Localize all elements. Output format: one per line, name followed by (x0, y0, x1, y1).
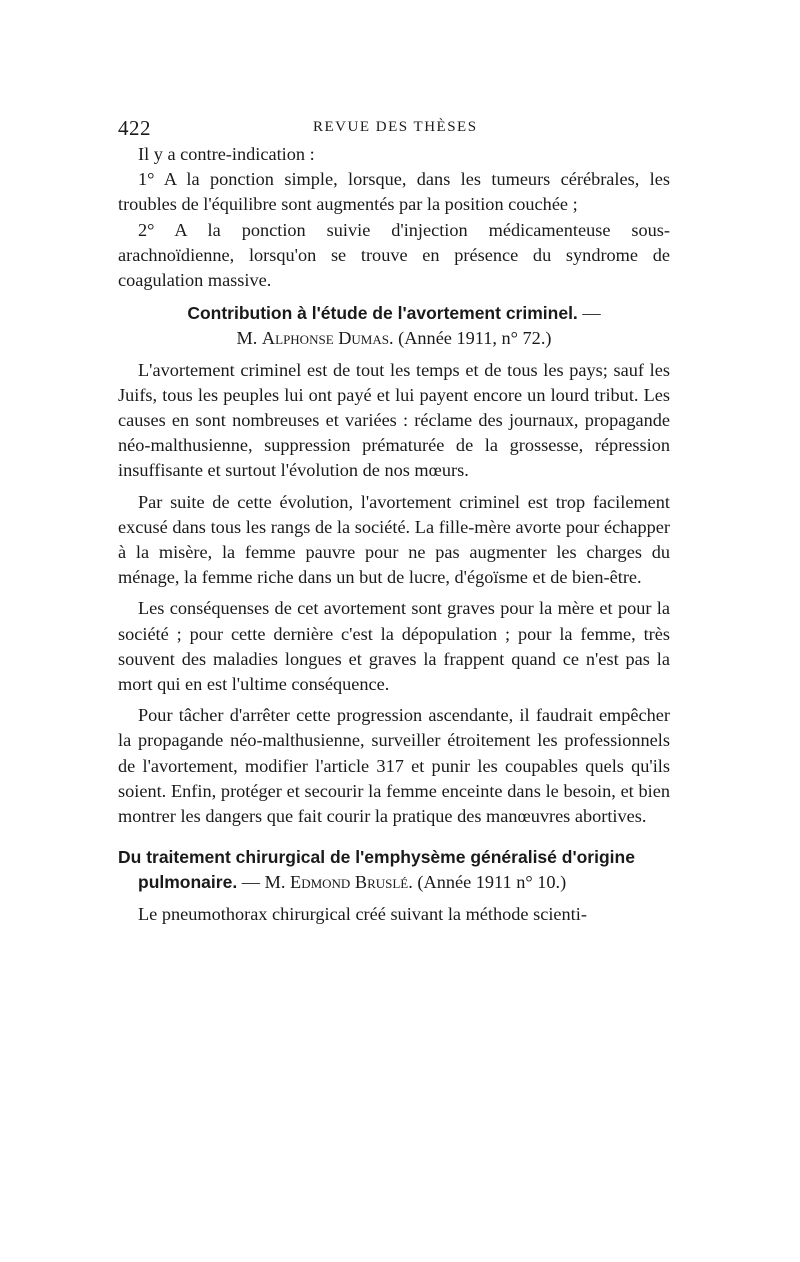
author-name: Edmond Bruslé. (290, 872, 413, 893)
author-name: Alphonse Dumas. (261, 328, 394, 349)
page-number: 422 (118, 116, 151, 140)
section-heading-emphyseme (118, 845, 670, 895)
thesis-meta: (Année 1911, n° 72.) (398, 328, 552, 349)
body-paragraph: L'avortement criminel est de tout les temps et de tous les pays; sauf les Juifs, tous les peuples lui ont payé et lui payent encore un lourd tribut. Les causes en sont nombreuses et variées : réclame des journaux, propagande néo-malthusienne, suppression prématurée de la grossesse, répression insuffisante et surtout l'évolution de nos mœurs. (118, 359, 670, 481)
body-paragraph-start: Le pneumothorax chirurgical créé suivant la méthode scienti- (138, 903, 587, 924)
thesis-meta: (Année 1911 n° 10.) (417, 872, 567, 893)
body-paragraph: Par suite de cette évolution, l'avortement criminel est trop facilement excusé dans tous les rangs de la société. La fille-mère avorte pour échapper à la misère, la femme pauvre pour ne pas augmenter les charges du ménage, la femme riche dans un but de lucre, d'égoïsme et de bien-être. (118, 491, 670, 588)
body-paragraph: Les conséquenses de cet avortement sont graves pour la mère et pour la société ; pour cette dernière c'est la dépopulation ; pour la femme, très souvent des maladies longues et graves la frappent quand ce n'est pas la mort qui en est l'ultime conséquence. (118, 598, 670, 695)
contraindication-lead: Il y a contre-indication : (138, 144, 315, 164)
contraindication-item-1: 1° A la ponction simple, lorsque, dans les tumeurs cérébrales, les troubles de l'équilibre sont augmentés par la position couchée ; (118, 169, 670, 215)
running-head (118, 112, 670, 142)
title-dash: — (582, 303, 601, 324)
section-heading-avortement (118, 301, 670, 351)
section-title-line-2: pulmonaire. (138, 872, 238, 893)
contraindication-item-2: 2° A la ponction suivie d'injection médicamenteuse sous-arachnoïdienne, lorsqu'on se trouve en présence du syndrome de coagulation massive. (118, 219, 670, 291)
section-title: Contribution à l'étude de l'avortement criminel. (187, 303, 578, 324)
author-prefix: M. (236, 328, 258, 349)
title-dash: — (241, 872, 261, 893)
body-paragraph: Pour tâcher d'arrêter cette progression ascendante, il faudrait empêcher la propagande néo-malthusienne, surveiller étroitement les professionnels de l'avortement, modifier l'article 317 et punir les coupables quels qu'ils soient. Enfin, protéger et secourir la femme enceinte dans le besoin, et bien montrer les dangers que fait courir la pratique des manœuvres abortives. (118, 705, 670, 827)
section-title-line-1: Du traitement chirurgical de l'emphysème généralisé d'origine (118, 847, 635, 868)
author-prefix: M. (264, 872, 286, 893)
page (118, 112, 670, 927)
journal-title: REVUE DES THÈSES (313, 119, 478, 135)
